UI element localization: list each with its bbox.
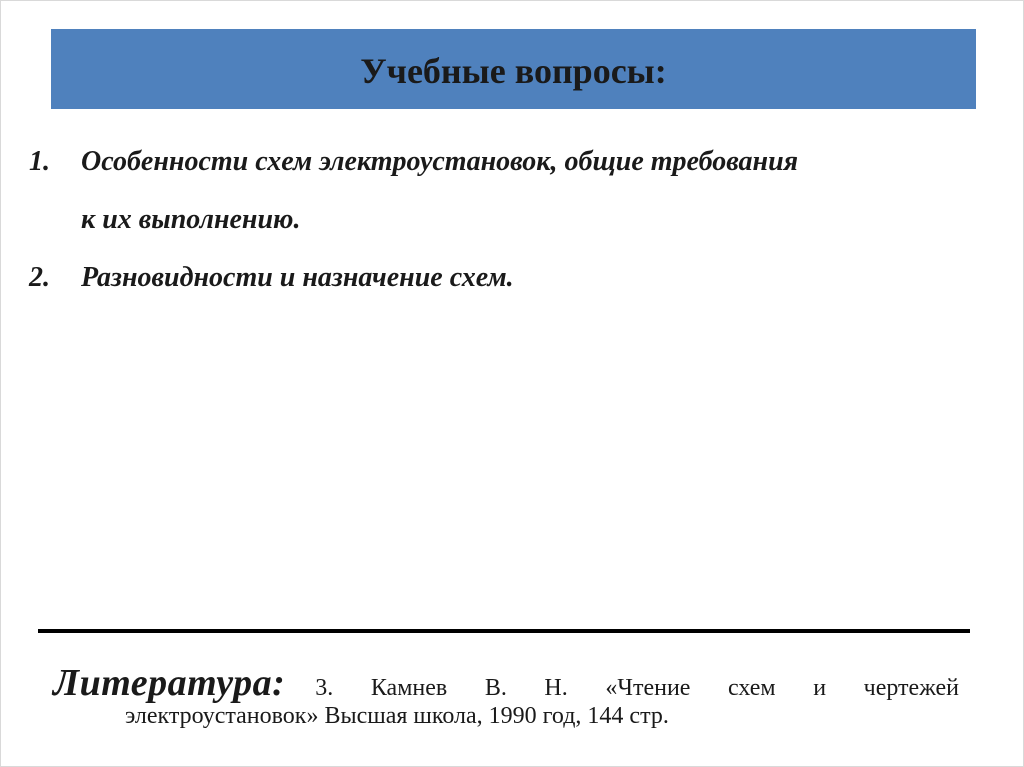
literature-reference-line1 [315,675,959,702]
list-item [29,249,989,307]
title-bar [51,29,976,109]
literature-label: Литература: [53,662,286,704]
questions-list [29,133,989,307]
list-item-text-line1: Особенности схем электроустановок, общие требования [81,146,799,177]
list-item-text-line2: к их выполнению. [81,204,301,235]
reference-word: Камнев [370,675,448,701]
reference-word: и [813,675,827,701]
list-item-number: 2. [29,262,50,293]
slide-title: Учебные вопросы: [360,51,667,91]
literature-line1 [53,661,959,705]
reference-word: «Чтение [605,675,691,701]
list-item [29,133,989,249]
list-item-text: Разновидности и назначение схем. [81,262,514,293]
literature-reference-line2: электроустановок» Высшая школа, 1990 год, 144 стр. [125,703,669,729]
reference-word: схем [728,675,776,701]
reference-word: Н. [544,675,568,701]
reference-word: 3. [315,675,334,701]
literature-block [53,661,959,729]
list-item-number: 1. [29,146,50,177]
reference-word: чертежей [863,675,959,701]
list-item-text [81,133,989,249]
reference-word: В. [484,675,507,701]
divider-line [38,629,970,633]
